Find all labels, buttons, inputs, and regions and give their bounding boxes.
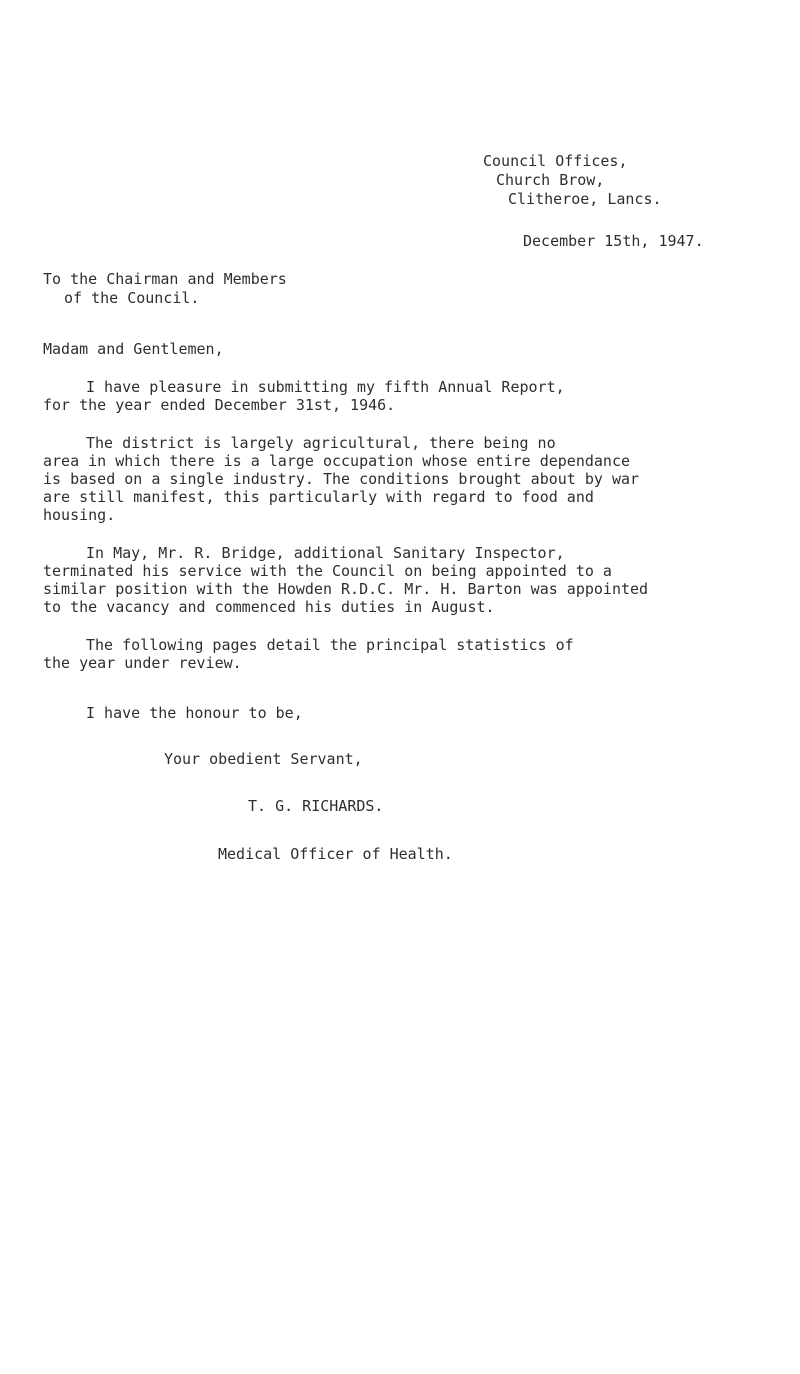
- address-line-2: Church Brow,: [496, 171, 605, 189]
- paragraph-line: I have pleasure in submitting my fifth Annual Report,: [86, 378, 565, 396]
- recipient-line-1: To the Chairman and Members: [43, 270, 287, 288]
- address-line-3: Clitheroe, Lancs.: [508, 190, 662, 208]
- address-line-1: Council Offices,: [483, 152, 628, 170]
- paragraph-line: The district is largely agricultural, there being no: [86, 434, 556, 452]
- paragraph-line: for the year ended December 31st, 1946.: [43, 396, 396, 414]
- paragraph-line: The following pages detail the principal statistics of: [86, 636, 574, 654]
- paragraph-line: terminated his service with the Council on being appointed to a: [43, 562, 612, 580]
- paragraph-line: similar position with the Howden R.D.C. Mr. H. Barton was appointed: [43, 580, 649, 598]
- paragraph-line: the year under review.: [43, 654, 242, 672]
- signatory-name: T. G. RICHARDS.: [248, 797, 384, 815]
- paragraph-line: housing.: [43, 506, 116, 524]
- salutation: Madam and Gentlemen,: [43, 340, 224, 358]
- paragraph-line: are still manifest, this particularly with regard to food and: [43, 488, 594, 506]
- paragraph-line: area in which there is a large occupation whose entire dependance: [43, 452, 630, 470]
- paragraph-line: In May, Mr. R. Bridge, additional Sanitary Inspector,: [86, 544, 565, 562]
- closing-servant: Your obedient Servant,: [164, 750, 363, 768]
- paragraph-line: to the vacancy and commenced his duties in August.: [43, 598, 495, 616]
- paragraph-line: is based on a single industry. The conditions brought about by war: [43, 470, 640, 488]
- letter-date: December 15th, 1947.: [523, 232, 704, 250]
- recipient-line-2: of the Council.: [64, 289, 200, 307]
- signatory-title: Medical Officer of Health.: [218, 845, 453, 863]
- closing-honour: I have the honour to be,: [86, 704, 303, 722]
